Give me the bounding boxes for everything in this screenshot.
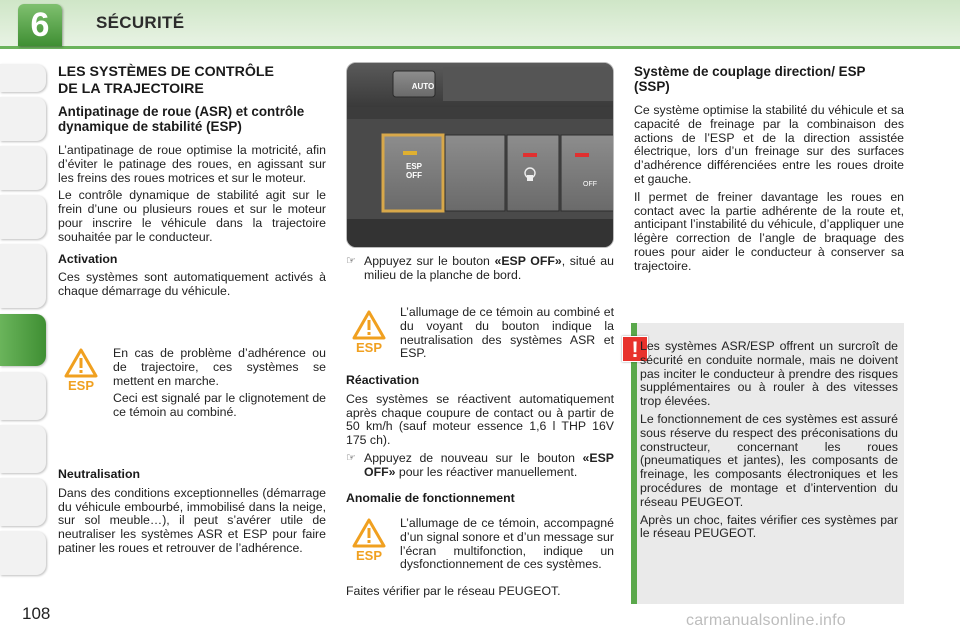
note-paragraph-2: Le fonctionnement de ces systèmes est assuré sous réserve du respect des préconisations du constructeur, concernant les roues (pneumatiques et jantes), les composants de freinage, les composants électroniques et les procédures de montage et d’intervention du réseau PEUGEOT. — [640, 411, 898, 509]
ssp-paragraph-1: Ce système optimise la stabilité du véhicule et sa capacité de freinage par la combinaison des actions de l’ESP et de la direction assistée électrique, lors d’un freinage sur des surfaces d’adhérence différenciées entre les roues droite et gauche. — [634, 103, 904, 186]
reactivation-block — [346, 366, 614, 510]
side-tab-9[interactable] — [0, 478, 46, 526]
esp-warning-icon — [352, 518, 386, 562]
chapter-number-tab: 6 — [18, 4, 62, 46]
side-tab-1[interactable] — [0, 64, 46, 92]
esp-warning-icon — [352, 310, 386, 354]
off-button-label-right: OFF — [583, 181, 597, 188]
neutralisation-heading: Neutralisation — [58, 467, 140, 481]
section-title-line2: DE LA TRAJECTOIRE — [58, 81, 204, 97]
anomalie-heading: Anomalie de fonctionnement — [346, 490, 515, 505]
dashboard-photo — [346, 62, 614, 248]
note-paragraph-1: Les systèmes ASR/ESP offrent un surcroît de sécurité en conduite normale, mais ne doivent pas inciter le conducteur à prendre des risques supplémentaires ou à rouler à des vitesses trop élevées. — [640, 339, 898, 409]
asr-esp-subtitle: Antipatinage de roue (ASR) et contrôle dynamique de stabilité (ESP) — [58, 104, 305, 134]
neutralisation-block — [58, 460, 326, 560]
auto-button-label: AUTO — [411, 82, 435, 91]
ssp-title: Système de couplage direction/ ESP (SSP) — [634, 64, 866, 94]
note-paragraph-3: Après un choc, faites vérifier ces systèmes par le réseau PEUGEOT. — [640, 512, 898, 541]
section-title-line1: LES SYSTÈMES DE CONTRÔLE — [58, 64, 274, 80]
page-number: 108 — [22, 604, 51, 623]
svg-text:ESP: ESP — [67, 378, 95, 392]
bullet-row-2 — [346, 452, 614, 484]
left-column — [58, 64, 326, 303]
esp-paragraph: Le contrôle dynamique de stabilité agit sur le frein d’une ou plusieurs roues et sur le moteur pour inscrire le véhicule dans la trajectoire souhaitée par le conducteur. — [58, 188, 326, 244]
side-tab-10[interactable] — [0, 531, 46, 575]
esp-label: ESP — [405, 162, 422, 171]
exclamation-icon: ! — [622, 336, 648, 362]
side-tab-6-active[interactable] — [0, 314, 46, 366]
warn1-block — [113, 347, 326, 424]
esp-warning-icon — [64, 348, 98, 392]
warn1-text2: Ceci est signalé par le clignotement de ce témoin au combiné. — [113, 391, 326, 420]
watermark: carmanualsonline.info — [686, 612, 846, 629]
side-tab-7[interactable] — [0, 372, 46, 420]
final-block — [346, 585, 614, 603]
pointing-hand-icon: ☞ — [346, 451, 356, 464]
right-column — [634, 64, 904, 278]
note-text — [640, 340, 898, 545]
warn2-block — [400, 306, 614, 365]
bullet2-text: Appuyez de nouveau sur le bouton «ESP OFF» pour les réactiver manuellement. — [364, 450, 614, 479]
off-label: OFF — [406, 171, 422, 180]
warn3-text: L’allumage de ce témoin, accompagné d’un signal sonore et d’un message sur l’écran multifonction, indique un dysfonctionnement de ces systèmes. — [400, 516, 614, 572]
bullet-row-1 — [346, 255, 614, 287]
activation-heading: Activation — [58, 251, 118, 266]
warn1-text: En cas de problème d’adhérence ou de trajectoire, ces systèmes se mettent en marche. — [113, 346, 326, 388]
reactivation-text: Ces systèmes se réactivent automatiquement après chaque coupure de contact ou à partir de 50 km/h (sauf moteur essence 1,6 l THP 16V 175 ch). — [346, 391, 614, 448]
warn3-block — [400, 517, 614, 576]
pointing-hand-icon: ☞ — [346, 255, 356, 267]
warn2-text: L’allumage de ce témoin au combiné et du voyant du bouton indique la neutralisation des systèmes ASR et ESP. — [400, 305, 614, 361]
bullet1-block — [346, 255, 614, 287]
esp-off-button-label[interactable] — [399, 162, 429, 180]
header-rule — [0, 46, 960, 49]
reactivation-heading: Réactivation — [346, 373, 420, 387]
side-tab-2[interactable] — [0, 97, 46, 141]
activation-text: Ces systèmes sont automatiquement activés à chaque démarrage du véhicule. — [58, 270, 326, 299]
asr-paragraph: L’antipatinage de roue optimise la motricité, afin d’éviter le patinage des roues, en agissant sur les freins des roues motrices et sur le moteur. — [58, 143, 326, 185]
bullet1-text: Appuyez sur le bouton «ESP OFF», situé au milieu de la planche de bord. — [364, 254, 614, 282]
svg-text:ESP: ESP — [355, 340, 383, 354]
side-tab-3[interactable] — [0, 146, 46, 190]
svg-text:ESP: ESP — [355, 548, 383, 562]
ssp-paragraph-2: Il permet de freiner davantage les roues en contact avec la partie adhérente de la route et, anticipant l’instabilité du véhicule, d’appliquer une légère correction de l’angle de braquage des roues pour aider le conducteur à conserver sa trajectoire. — [634, 189, 904, 273]
side-tab-4[interactable] — [0, 195, 46, 239]
side-tab-8[interactable] — [0, 425, 46, 473]
final-text: Faites vérifier par le réseau PEUGEOT. — [346, 584, 561, 598]
neutralisation-text: Dans des conditions exceptionnelles (démarrage du véhicule embourbé, immobilisé dans la neige, sur sol meuble…), il peut s’avérer utile de neutraliser les systèmes ASR et ESP pour faire patiner les roues et retrouver de l’adhérence. — [58, 485, 326, 555]
chapter-title: SÉCURITÉ — [96, 13, 185, 32]
side-tab-5[interactable] — [0, 244, 46, 308]
